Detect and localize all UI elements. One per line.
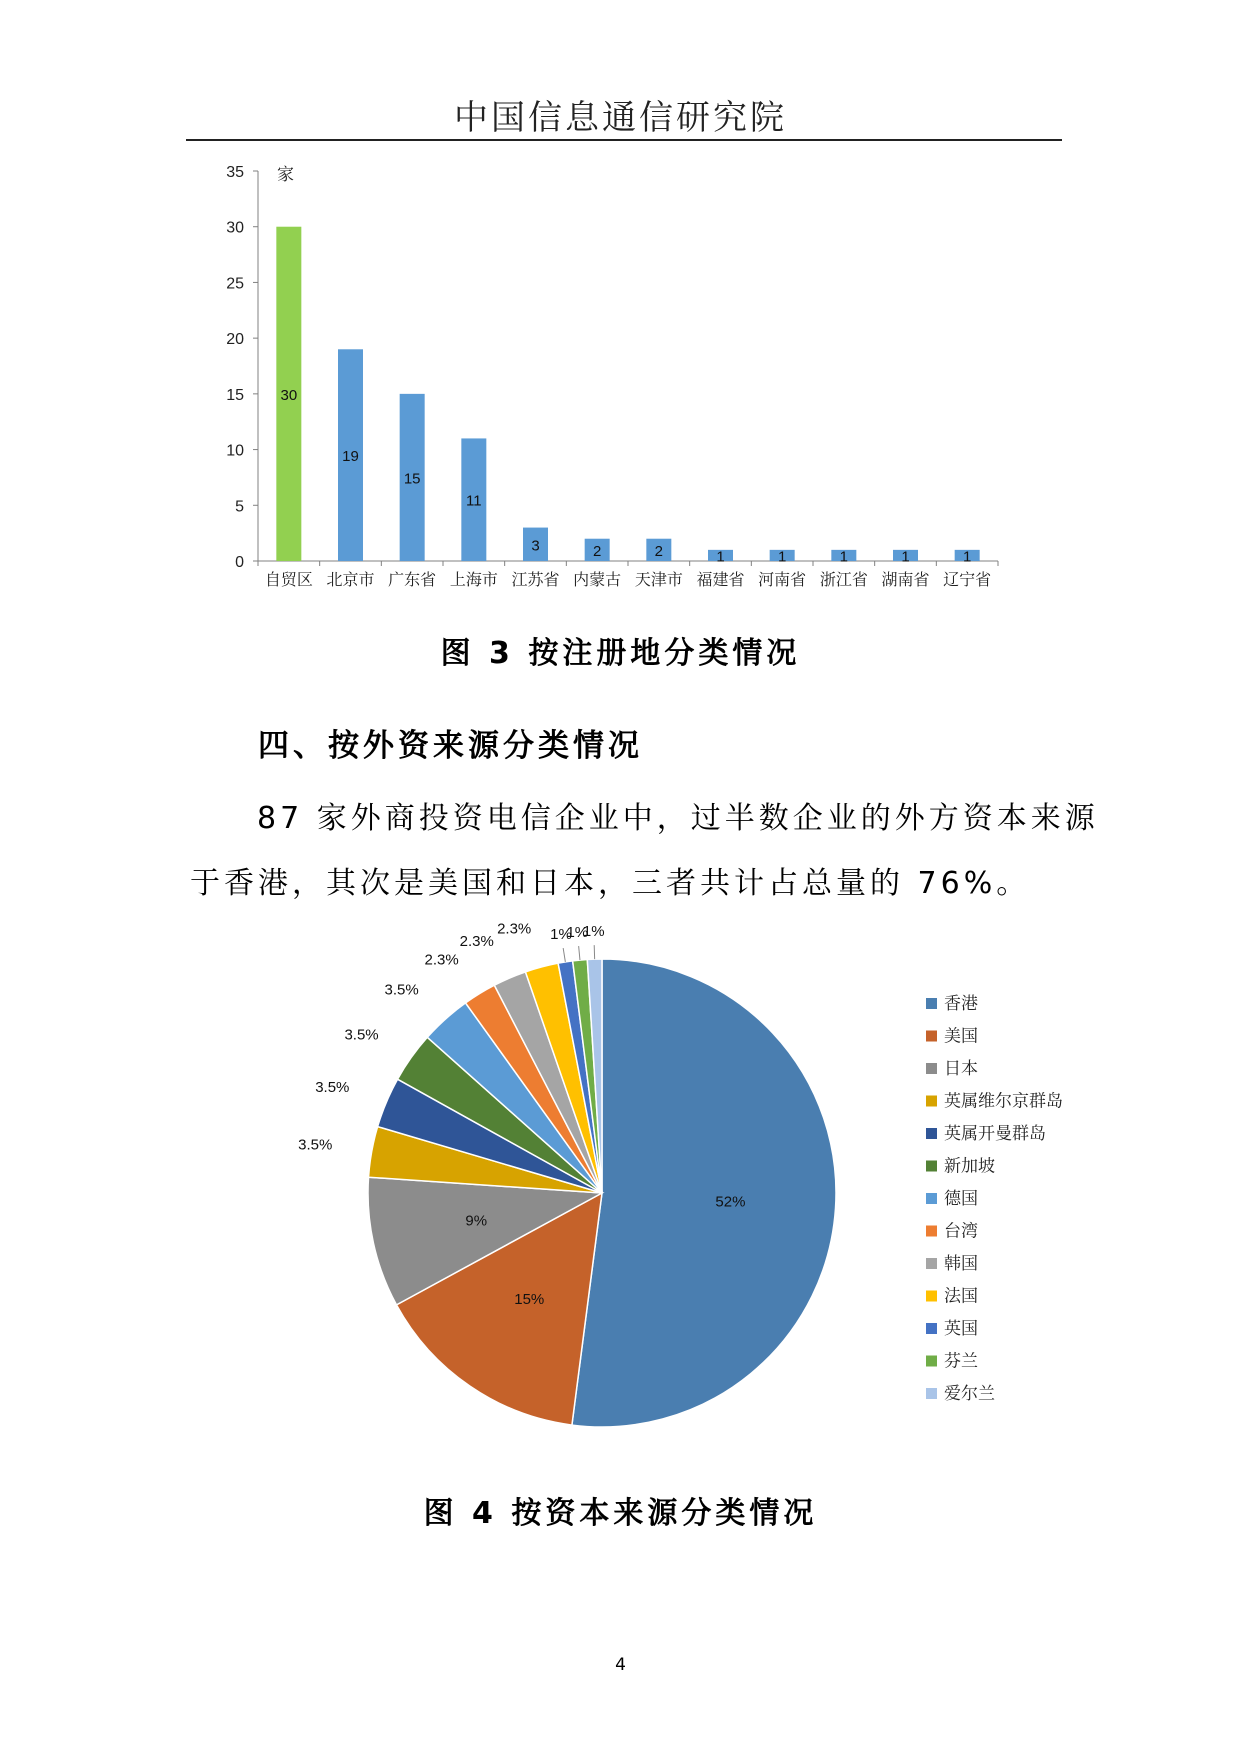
y-tick-label: 20 xyxy=(226,331,244,349)
legend-label: 台湾 xyxy=(944,1221,978,1242)
pie-leader-line xyxy=(563,948,565,962)
legend-swatch xyxy=(926,1258,937,1269)
bar-value-label: 3 xyxy=(531,537,540,555)
y-tick-label: 5 xyxy=(235,498,244,516)
pie-outer-label: 2.3% xyxy=(497,920,532,938)
y-axis-unit-label: 家 xyxy=(277,165,294,185)
x-category-label: 辽宁省 xyxy=(943,570,992,589)
legend-swatch xyxy=(926,998,937,1009)
x-category-label: 湖南省 xyxy=(881,570,930,589)
legend-label: 美国 xyxy=(944,1026,978,1047)
legend-label: 香港 xyxy=(944,994,978,1014)
pie-outer-label: 1% xyxy=(582,923,605,941)
bar-value-label: 1 xyxy=(962,548,972,566)
y-tick-label: 10 xyxy=(226,442,244,460)
pie-outer-label: 1% xyxy=(550,926,572,944)
pie-outer-label: 1% xyxy=(566,924,589,942)
legend-swatch xyxy=(926,1291,937,1302)
legend-label: 英属维尔京群岛 xyxy=(944,1091,1063,1112)
pie-outer-label: 3.5% xyxy=(315,1078,350,1096)
bar-value-label: 2 xyxy=(654,542,664,560)
legend-label: 英国 xyxy=(944,1319,978,1339)
legend-label: 德国 xyxy=(944,1189,978,1209)
figure3-caption: 图 3 按注册地分类情况 xyxy=(440,636,801,671)
y-tick-label: 30 xyxy=(226,219,244,237)
pie-outer-label: 3.5% xyxy=(298,1136,333,1154)
y-tick-label: 25 xyxy=(226,275,244,293)
bar-value-label: 1 xyxy=(839,548,849,566)
bar-value-label: 15 xyxy=(403,470,421,488)
page-header-title: 中国信息通信研究院 xyxy=(454,98,787,138)
pie-slice-1 xyxy=(572,959,836,1427)
paragraph-line-2: 于香港，其次是美国和日本，三者共计占总量的 76%。 xyxy=(190,866,1031,901)
pie-label: 9% xyxy=(465,1212,488,1230)
pie-label: 15% xyxy=(514,1291,545,1309)
legend-swatch xyxy=(926,1193,937,1204)
y-tick-label: 0 xyxy=(235,554,244,571)
legend-swatch xyxy=(926,1226,937,1237)
x-category-label: 江苏省 xyxy=(511,570,560,589)
legend-swatch xyxy=(926,1063,937,1074)
pie-outer-label: 3.5% xyxy=(344,1026,379,1044)
x-category-label: 上海市 xyxy=(449,570,498,589)
legend-swatch xyxy=(926,1096,937,1107)
pie-outer-label: 3.5% xyxy=(384,981,419,999)
legend-label: 新加坡 xyxy=(944,1156,995,1177)
legend-label: 英属开曼群岛 xyxy=(944,1124,1046,1144)
legend-swatch xyxy=(926,1323,937,1334)
bar-value-label: 19 xyxy=(342,448,359,466)
legend-label: 爱尔兰 xyxy=(944,1384,995,1404)
bar-value-label: 1 xyxy=(716,548,725,566)
legend-label: 法国 xyxy=(944,1286,978,1307)
x-category-label: 福建省 xyxy=(696,570,745,589)
legend-swatch xyxy=(926,1031,937,1042)
pie-label: 52% xyxy=(715,1193,746,1211)
x-category-label: 内蒙古 xyxy=(573,570,622,589)
legend-swatch xyxy=(926,1356,937,1367)
pie-leader-line xyxy=(579,946,580,960)
x-category-label: 浙江省 xyxy=(819,570,868,589)
bar-value-label: 11 xyxy=(466,492,482,510)
bar-value-label: 1 xyxy=(901,548,910,566)
y-tick-label: 35 xyxy=(226,164,244,181)
legend-swatch xyxy=(926,1128,937,1139)
x-category-label: 天津市 xyxy=(634,570,683,589)
legend-swatch xyxy=(926,1161,937,1172)
legend-label: 芬兰 xyxy=(944,1351,978,1372)
y-tick-label: 15 xyxy=(226,386,244,404)
x-category-label: 自贸区 xyxy=(264,570,313,589)
legend-label: 日本 xyxy=(944,1059,978,1079)
figure4-caption: 图 4 按资本来源分类情况 xyxy=(423,1496,818,1531)
x-category-label: 广东省 xyxy=(388,570,437,589)
pie-outer-label: 2.3% xyxy=(424,951,459,969)
bar-value-label: 1 xyxy=(777,548,787,566)
legend-swatch xyxy=(926,1388,937,1399)
page-number: 4 xyxy=(615,1655,626,1675)
legend-label: 韩国 xyxy=(944,1254,978,1274)
x-category-label: 河南省 xyxy=(758,570,807,589)
bar-value-label: 2 xyxy=(592,542,602,560)
x-category-label: 北京市 xyxy=(326,570,375,589)
bar-value-label: 30 xyxy=(280,386,298,404)
section-heading: 四、按外资来源分类情况 xyxy=(258,728,643,764)
pie-outer-label: 2.3% xyxy=(459,933,494,951)
paragraph-line-1: 87 家外商投资电信企业中，过半数企业的外方资本来源 xyxy=(257,801,1099,836)
